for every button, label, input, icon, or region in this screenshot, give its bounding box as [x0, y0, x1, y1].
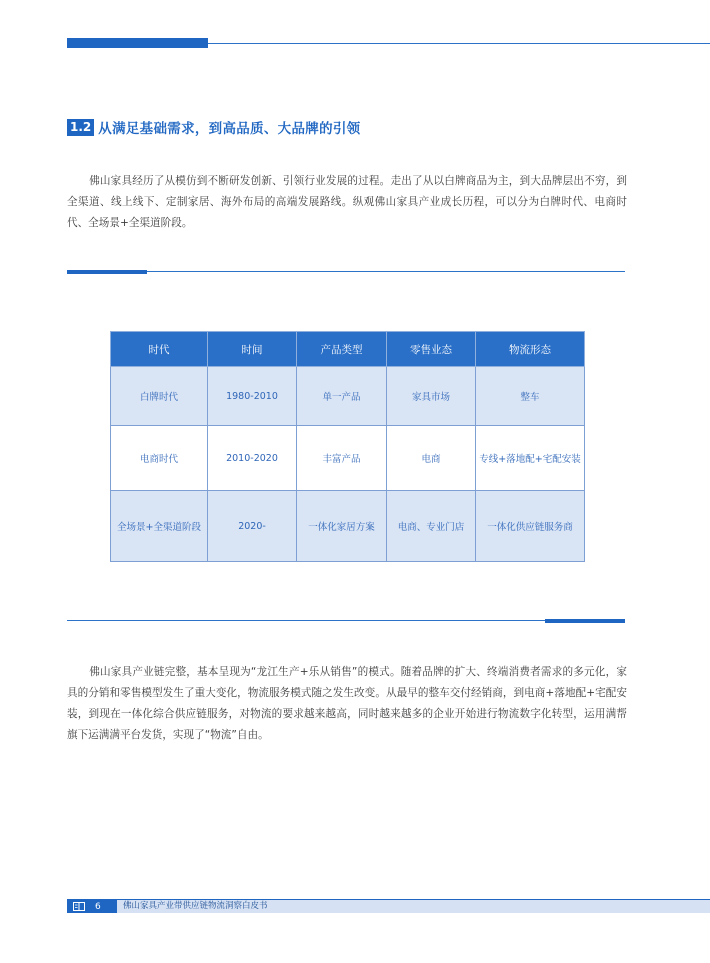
divider-accent: [67, 270, 147, 274]
divider-rule: [67, 620, 545, 621]
section-heading: [67, 118, 360, 136]
table-cell: 家具市场: [387, 367, 476, 426]
footer-page-box: [67, 900, 117, 913]
table-header-row: [111, 332, 585, 367]
header-time: 时间: [208, 332, 297, 367]
divider-accent: [545, 619, 625, 623]
table-cell: 白牌时代: [111, 367, 208, 426]
header-product-type: 产品类型: [297, 332, 387, 367]
table-cell: 电商、专业门店: [387, 491, 476, 562]
top-accent-bar: [67, 38, 208, 48]
table-cell: 整车: [476, 367, 585, 426]
table-cell: 单一产品: [297, 367, 387, 426]
table-row: [111, 367, 585, 426]
table-cell: 一体化家居方案: [297, 491, 387, 562]
table-cell: 2020-: [208, 491, 297, 562]
footer-doc-title: 佛山家具产业带供应链物流洞察白皮书: [117, 900, 710, 913]
section-number: 1.2: [67, 119, 94, 136]
table-cell: 丰富产品: [297, 426, 387, 491]
table-row: [111, 426, 585, 491]
era-comparison-table: [110, 331, 585, 562]
table-cell: 2010-2020: [208, 426, 297, 491]
table-cell: 一体化供应链服务商: [476, 491, 585, 562]
body-paragraph-text: 佛山家具产业链完整，基本呈现为“龙江生产+乐从销售”的模式。随着品牌的扩大、终端消费者需求的多元化，家具的分销和零售模型发生了重大变化，物流服务模式随之发生改变。从最早的整车交付经销商，到电商+落地配+宅配安装，到现在一体化综合供应链服务，对物流的要求越来越高，同时越来越多的企业开始进行物流数字化转型，运用满帮旗下运满满平台发货，实现了“物流”自由。: [67, 666, 627, 741]
intro-paragraph-text: 佛山家具经历了从模仿到不断研发创新、引领行业发展的过程。走出了从以白牌商品为主，到大品牌层出不穷，到全渠道、线上线下、定制家居、海外布局的高端发展路线。纵观佛山家具产业成长历程，可以分为白牌时代、电商时代、全场景+全渠道阶段。: [67, 175, 627, 229]
table-row: [111, 491, 585, 562]
table-cell: 专线+落地配+宅配安装: [476, 426, 585, 491]
table-cell: 1980-2010: [208, 367, 297, 426]
book-icon: [73, 902, 85, 911]
divider-rule: [147, 271, 625, 272]
table-cell: 全场景+全渠道阶段: [111, 491, 208, 562]
table-cell: 电商时代: [111, 426, 208, 491]
top-rule: [208, 43, 710, 44]
body-paragraph: [67, 662, 627, 746]
intro-paragraph: [67, 171, 627, 234]
header-logistics-form: 物流形态: [476, 332, 585, 367]
page-number: 6: [95, 901, 101, 912]
header-retail-format: 零售业态: [387, 332, 476, 367]
header-era: 时代: [111, 332, 208, 367]
table-cell: 电商: [387, 426, 476, 491]
section-title: 从满足基础需求，到高品质、大品牌的引领: [98, 121, 361, 137]
